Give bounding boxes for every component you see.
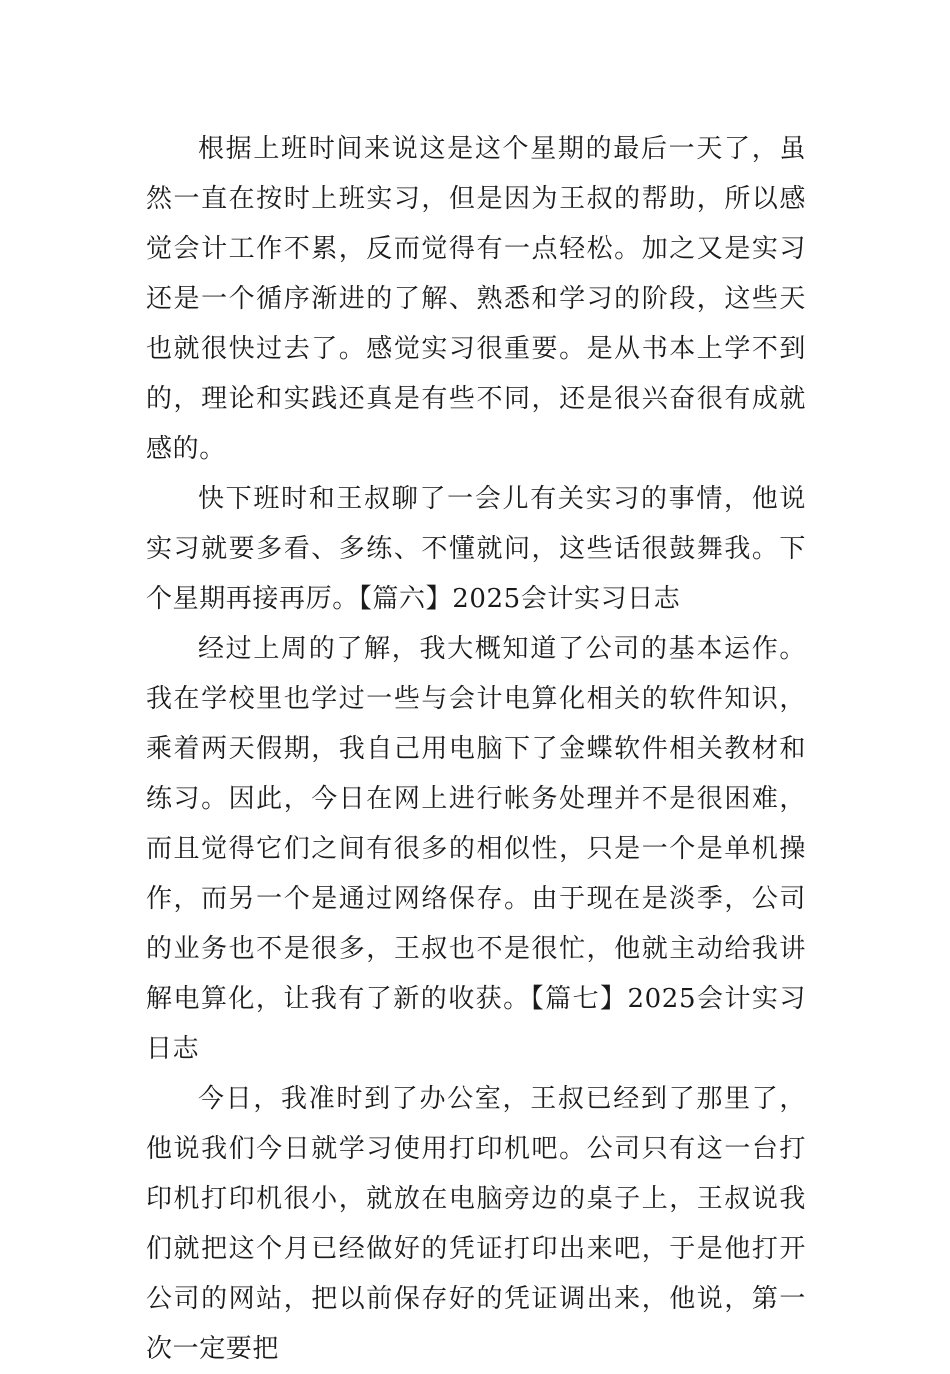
paragraph: 快下班时和王叔聊了一会儿有关实习的事情，他说实习就要多看、多练、不懂就问，这些话很鼓舞我。下个星期再接再厉。【篇六】2025会计实习日志 (146, 484, 806, 614)
paragraph: 经过上周的了解，我大概知道了公司的基本运作。我在学校里也学过一些与会计电算化相关的软件知识，乘着两天假期，我自己用电脑下了金蝶软件相关教材和练习。因此，今日在网上进行帐务处理并不是很困难，而且觉得它们之间有很多的相似性，只是一个是单机操作，而另一个是通过网络保存。由于现在是淡季，公司的业务也不是很多，王叔也不是很忙，他就主动给我讲解电算化，让我有了新的收获。【篇七】2025会计实习日志 (146, 634, 806, 1064)
paragraph: 根据上班时间来说这是这个星期的最后一天了，虽然一直在按时上班实习，但是因为王叔的帮助，所以感觉会计工作不累，反而觉得有一点轻松。加之又是实习还是一个循序渐进的了解、熟悉和学习的阶段，这些天也就很快过去了。感觉实习很重要。是从书本上学不到的，理论和实践还真是有些不同，还是很兴奋很有成就感的。 (146, 134, 806, 464)
paragraph: 今日，我准时到了办公室，王叔已经到了那里了，他说我们今日就学习使用打印机吧。公司只有这一台打印机打印机很小，就放在电脑旁边的桌子上，王叔说我们就把这个月已经做好的凭证打印出来吧，于是他打开公司的网站，把以前保存好的凭证调出来，他说，第一次一定要把 (146, 1084, 806, 1364)
document-page (146, 124, 806, 1374)
